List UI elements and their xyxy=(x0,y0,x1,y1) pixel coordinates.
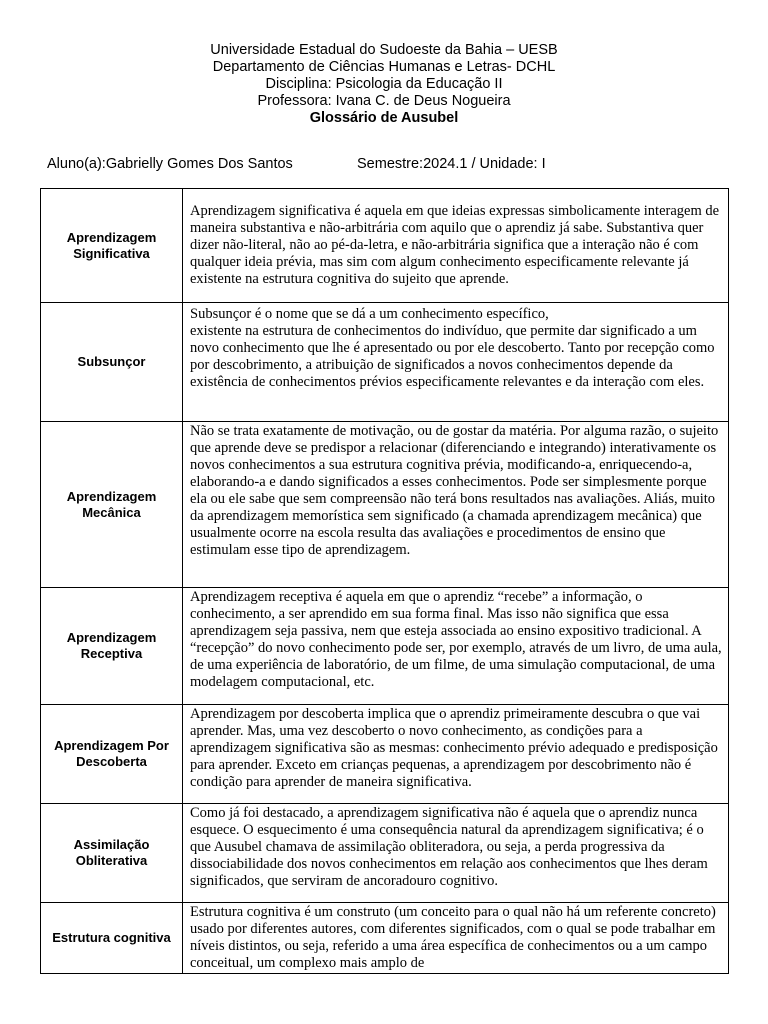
definition-text: Aprendizagem por descoberta implica que o aprendiz primeiramente descubra o que vai aprender. Mas, uma vez descoberto o novo conhecimento, as condições para a aprendizagem significativa são as mesmas: conhecimento prévio adequado e predisposição para aprender. Exceto em crianças pequenas, a aprendizagem por descobrimento não é condição para aprender de maneira significativa. xyxy=(190,706,718,790)
glossary-table xyxy=(40,188,729,974)
definition-cell xyxy=(183,588,729,705)
term-cell: Aprendizagem Significativa xyxy=(41,189,183,303)
table-row xyxy=(41,903,729,974)
table-row xyxy=(41,189,729,303)
table-row xyxy=(41,303,729,422)
semester-info: Semestre:2024.1 / Unidade: I xyxy=(357,156,546,172)
definition-cell xyxy=(183,804,729,903)
definition-cell xyxy=(183,705,729,804)
term-cell: Subsunçor xyxy=(41,303,183,422)
definition-text: Estrutura cognitiva é um construto (um conceito para o qual não há um referente concreto) usado por diferentes autores, com diferentes significados, com o qual se pode trabalhar em níveis distintos, ou seja, referido a uma área específica de conhecimentos ou a um campo conceitual, um complexo mais amplo de xyxy=(190,904,716,971)
term-cell: Assimilação Obliterativa xyxy=(41,804,183,903)
table-row xyxy=(41,588,729,705)
term-cell: Estrutura cognitiva xyxy=(41,903,183,974)
term-cell: Aprendizagem Por Descoberta xyxy=(41,705,183,804)
term-cell: Aprendizagem Mecânica xyxy=(41,422,183,588)
table-row xyxy=(41,705,729,804)
definition-cell xyxy=(183,422,729,588)
student-info xyxy=(47,156,728,173)
definition-text: Aprendizagem significativa é aquela em que ideias expressas simbolicamente interagem de maneira substantiva e não-arbitrária com aquilo que o aprendiz já sabe. Substantiva quer dizer não-literal, não ao pé-da-letra, e não-arbitrária significa que a interação não é com qualquer ideia prévia, mas sim com algum conhecimento especificamente relevante já existente na estrutura cognitiva do sujeito que aprende. xyxy=(190,203,720,287)
document-title: Glossário de Ausubel xyxy=(309,110,459,126)
student-name: Aluno(a):Gabrielly Gomes Dos Santos xyxy=(47,156,293,172)
definition-cell xyxy=(183,903,729,974)
document-header xyxy=(0,42,768,127)
definition-cell xyxy=(183,303,729,422)
term-cell: Aprendizagem Receptiva xyxy=(41,588,183,705)
definition-text: Aprendizagem receptiva é aquela em que o aprendiz “recebe” a informação, o conhecimento, a ser aprendido em sua forma final. Mas isso não significa que essa aprendizagem seja passiva, nem que esteja associada ao ensino expositivo tradicional. A “recepção” do novo conhecimento pode ser, por exemplo, através de um livro, de uma aula, de uma experiência de laboratório, de um filme, de uma simulação computacional, de uma modelagem computacional, etc. xyxy=(190,589,722,690)
definition-text: Como já foi destacado, a aprendizagem significativa não é aquela que o aprendiz nunca esquece. O esquecimento é uma consequência natural da aprendizagem significativa; é o que Ausubel chamava de assimilação obliteradora, ou seja, a perda progressiva da dissociabilidade dos novos conhecimentos em relação aos conhecimentos que lhes deram significados, que serviram de ancoradouro cognitivo. xyxy=(190,805,708,889)
definition-text: existente na estrutura de conhecimentos do indivíduo, que permite dar significado a um novo conhecimento que lhe é apresentado ou por ele descoberto. Tanto por recepção como por descobrimento, a atribuição de significados a novos conhecimentos depende da existência de conhecimentos prévios especificamente relevantes e da interação com eles. xyxy=(190,323,715,390)
definition-cell xyxy=(183,189,729,303)
discipline-name: Disciplina: Psicologia da Educação II xyxy=(265,76,503,92)
table-row xyxy=(41,422,729,588)
table-row xyxy=(41,804,729,903)
professor-name: Professora: Ivana C. de Deus Nogueira xyxy=(257,93,511,109)
department-name: Departamento de Ciências Humanas e Letras- DCHL xyxy=(212,59,556,75)
definition-text: Não se trata exatamente de motivação, ou de gostar da matéria. Por alguma razão, o sujeito que aprende deve se predispor a relacionar (diferenciando e integrando) interativamente os novos conhecimentos a sua estrutura cognitiva prévia, modificando-a, enriquecendo-a, elaborando-a e dando significados a esses conhecimentos. Pode ser simplesmente porque ela ou ele sabe que sem compreensão não terá bons resultados nas avaliações. Aliás, muito da aprendizagem memorística sem significado (a chamada aprendizagem mecânica) que usualmente ocorre na escola resulta das avaliações e procedimentos de ensino que estimulam esse tipo de aprendizagem. xyxy=(190,423,719,558)
definition-text-line1: Subsunçor é o nome que se dá a um conhecimento específico, xyxy=(190,306,549,322)
university-name: Universidade Estadual do Sudoeste da Bahia – UESB xyxy=(210,42,558,58)
